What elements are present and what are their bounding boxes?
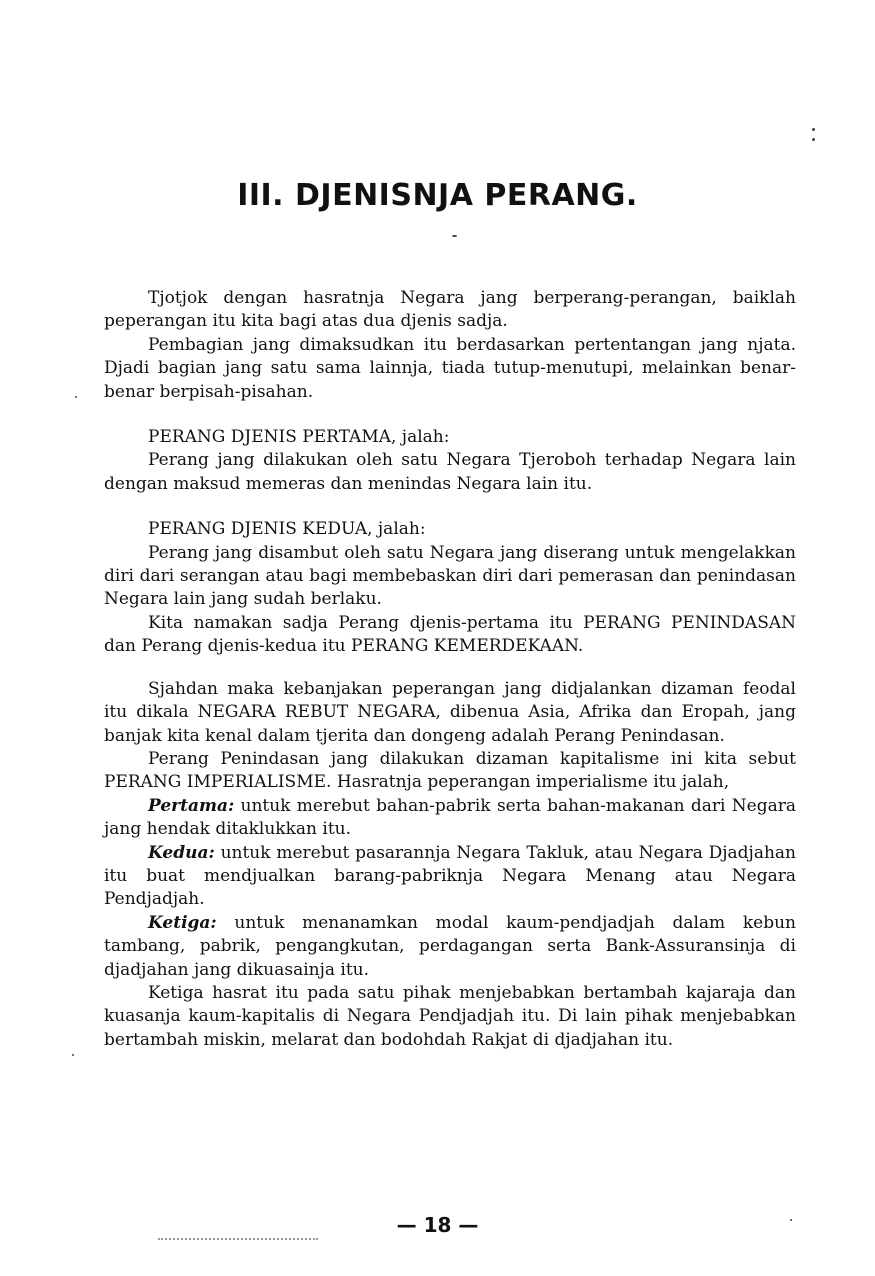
scan-speck — [812, 138, 815, 141]
chapter-title: III. DJENISNJA PERANG. — [237, 178, 638, 213]
scan-speck — [812, 128, 815, 131]
scan-noise — [158, 1238, 318, 1242]
first-kind-heading: PERANG DJENIS PERTAMA, jalah: — [148, 427, 450, 448]
aim-second-label: Kedua: — [148, 842, 215, 863]
aim-third-text: untuk menanamkan modal kaum-pendjadjah dalam kebun tambang, pabrik, pengangkutan, perdagangan serta Bank-Assuransinja di djadjahan jang dikuasainja itu. — [104, 912, 796, 980]
scan-speck — [75, 396, 77, 398]
body-text — [104, 287, 796, 1052]
aim-second — [104, 842, 796, 912]
aim-second-text: untuk merebut pasarannja Negara Takluk, atau Negara Djadjahan itu buat mendjualkan barang-pabriknja Negara Menang atau Negara Pendjadjah. — [104, 842, 796, 910]
history-paragraph-1: Sjahdan maka kebanjakan peperangan jang didjalankan dizaman feodal itu dikala NEGARA REBUT NEGARA, dibenua Asia, Afrika dan Eropah, jang banjak kita kenal dalam tjerita dan dongeng adalah Perang Penindasan. — [104, 678, 796, 746]
page-number: — 18 — — [396, 1213, 479, 1237]
intro-paragraph-1: Tjotjok dengan hasratnja Negara jang berperang-perangan, baiklah peperangan itu kita bagi atas dua djenis sadja. — [104, 288, 796, 332]
scan-speck — [452, 235, 457, 237]
scan-speck — [72, 1054, 74, 1056]
intro-paragraph-2: Pembagian jang dimaksudkan itu berdasarkan pertentangan jang njata. Djadi bagian jang satu sama lainnja, tiada tutup-menutupi, melainkan benar-benar berpisah-pisahan. — [104, 334, 796, 402]
second-kind-heading: PERANG DJENIS KEDUA, jalah: — [148, 519, 426, 540]
aim-third — [104, 912, 796, 982]
history-paragraph-2: Perang Penindasan jang dilakukan dizaman kapitalisme ini kita sebut PERANG IMPERIALISME. Hasratnja peperangan imperialisme itu jalah, — [104, 748, 796, 793]
conclusion-paragraph: Ketiga hasrat itu pada satu pihak menjebabkan bertambah kajaraja dan kuasanja kaum-kapitalis di Negara Pendjadjah itu. Di lain pihak menjebabkan bertambah miskin, melarat dan bodohdah Rakjat di djadjahan itu. — [104, 982, 796, 1050]
aim-first — [104, 795, 796, 842]
scan-speck — [790, 1219, 792, 1221]
first-kind-text: Perang jang dilakukan oleh satu Negara Tjeroboh terhadap Negara lain dengan maksud memeras dan menindas Negara lain itu. — [104, 450, 796, 494]
naming-paragraph: Kita namakan sadja Perang djenis-pertama itu PERANG PENINDASAN dan Perang djenis-kedua itu PERANG KEMERDEKAAN. — [104, 612, 796, 657]
aim-first-label: Pertama: — [148, 795, 235, 816]
aim-third-label: Ketiga: — [148, 912, 217, 933]
aim-first-text: untuk merebut bahan-pabrik serta bahan-makanan dari Negara jang hendak ditaklukkan itu. — [104, 795, 796, 840]
second-kind-text: Perang jang disambut oleh satu Negara jang diserang untuk mengelakkan diri dari serangan atau bagi membebaskan diri dari pemerasan dan penindasan Negara lain jang sudah berlaku. — [104, 542, 796, 610]
